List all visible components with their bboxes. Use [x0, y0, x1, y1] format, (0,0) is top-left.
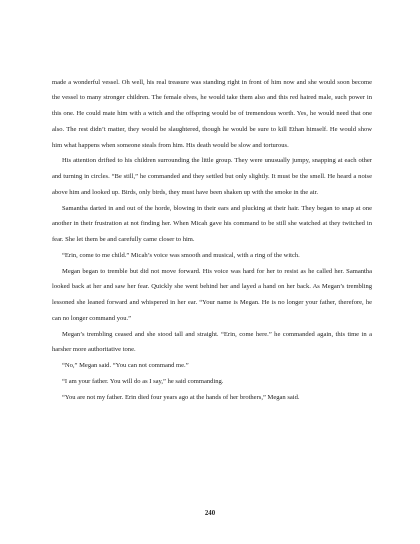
- page-number: 240: [204, 510, 216, 517]
- body-text: [52, 75, 372, 406]
- paragraph-6: Megan’s trembling ceased and she stood tall and straight. “Erin, come here.” he commanded again, this time in a harsher more authoritative tone.: [52, 330, 372, 354]
- paragraph-2: His attention drifted to his children surrounding the little group. They were unusually jumpy, snapping at each other and turning in circles. “Be still,” he commanded and they settled but only slightly. It must be the smell. He heard a noise above him and looked up. Birds, only birds, they must have been shaken up with the smoke in the air.: [52, 157, 372, 196]
- paragraph-3: Samantha darted in and out of the horde, blowing in their ears and plucking at their hair. They began to snap at one another in their frustration at not finding her. When Micah gave his command to be still she watched at they twitched in fear. She let them be and carefully came closer to him.: [52, 204, 372, 243]
- paragraph-8: “I am your father. You will do as I say,” he said commanding.: [62, 377, 224, 385]
- paragraph-9: “You are not my father. Erin died four years ago at the hands of her brothers,” Megan said.: [62, 393, 300, 401]
- paragraph-1: made a wonderful vessel. Oh well, his real treasure was standing right in front of him now and she would soon become the vessel to many stronger children. The female elves, he would take them also and this red haired male, such power in this one. He could mate him with a witch and the offspring would be of tremendous worth. Yes, he would need that one also. The rest didn’t matter, they would be slaughtered, though he would be sure to kill Ethan himself. He would show him what happens when someone steals from him. His death would be slow and torturous.: [52, 78, 372, 149]
- paragraph-7: “No,” Megan said. “You can not command me.”: [62, 362, 189, 369]
- paragraph-4: “Erin, come to me child.” Micah’s voice was smooth and musical, with a ring of the witch.: [62, 251, 300, 259]
- paragraph-5: Megan began to tremble but did not move forward. His voice was hard for her to resist as he called her. Samantha looked back at her and saw her fear. Quickly she went behind her and layed a hand on her back. As Megan’s trembling lessoned she leaned forward and whispered in her ear. “Your name is Megan. He is no longer your father, therefore, he can no longer command you.”: [52, 267, 372, 322]
